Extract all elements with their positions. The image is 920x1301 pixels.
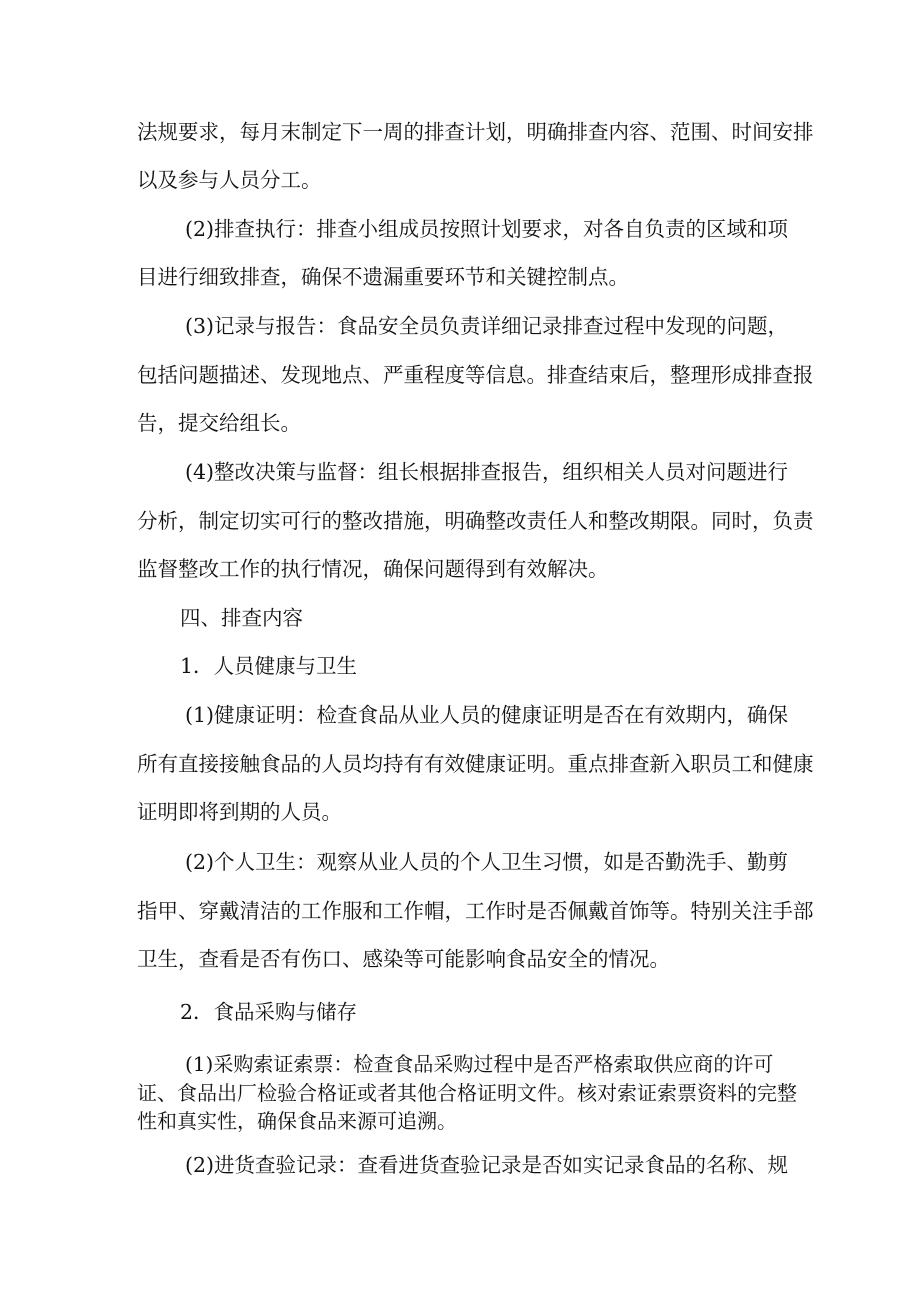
paragraph-line: 指甲、穿戴清洁的工作服和工作帽，工作时是否佩戴首饰等。特别关注手部 [137, 899, 814, 923]
subsection-heading: 2．食品采购与储存 [180, 1000, 358, 1024]
paragraph-line: 法规要求，每月末制定下一周的排查计划，明确排查内容、范围、时间安排 [137, 120, 814, 144]
paragraph-line: (4)整改决策与监督：组长根据排查报告，组织相关人员对问题进行 [185, 460, 789, 484]
paragraph-line: (1)采购索证索票：检查食品采购过程中是否严格索取供应商的许可 [185, 1052, 774, 1076]
paragraph-line: 告，提交给组长。 [137, 411, 301, 435]
paragraph-line: 所有直接接触食品的人员均持有有效健康证明。重点排查新入职员工和健康 [137, 752, 814, 776]
paragraph-line: (2)个人卫生：观察从业人员的个人卫生习惯，如是否勤洗手、勤剪 [185, 850, 789, 874]
paragraph-line: 以及参与人员分工。 [137, 168, 322, 192]
paragraph-line: 证、食品出厂检验合格证或者其他合格证明文件。核对索证索票资料的完整 [137, 1081, 797, 1105]
paragraph-line: 卫生，查看是否有伤口、感染等可能影响食品安全的情况。 [137, 947, 670, 971]
paragraph-line: (1)健康证明：检查食品从业人员的健康证明是否在有效期内，确保 [185, 703, 789, 727]
subsection-heading: 1．人员健康与卫生 [180, 654, 358, 678]
section-heading: 四、排查内容 [180, 606, 303, 630]
paragraph-line: 证明即将到期的人员。 [137, 800, 342, 824]
paragraph-line: 分析，制定切实可行的整改措施，明确整改责任人和整改期限。同时，负责 [137, 509, 814, 533]
paragraph-line: (3)记录与报告：食品安全员负责详细记录排查过程中发现的问题， [185, 314, 789, 338]
paragraph-line: 包括问题描述、发现地点、严重程度等信息。排查结束后，整理形成排查报 [137, 363, 814, 387]
paragraph-line: 目进行细致排查，确保不遗漏重要环节和关键控制点。 [137, 265, 629, 289]
paragraph-line: 性和真实性，确保食品来源可追溯。 [137, 1109, 457, 1133]
paragraph-line: (2)排查执行：排查小组成员按照计划要求，对各自负责的区域和项 [185, 217, 789, 241]
paragraph-line: 监督整改工作的执行情况，确保问题得到有效解决。 [137, 557, 609, 581]
paragraph-line: (2)进货查验记录：查看进货查验记录是否如实记录食品的名称、规 [185, 1153, 789, 1177]
